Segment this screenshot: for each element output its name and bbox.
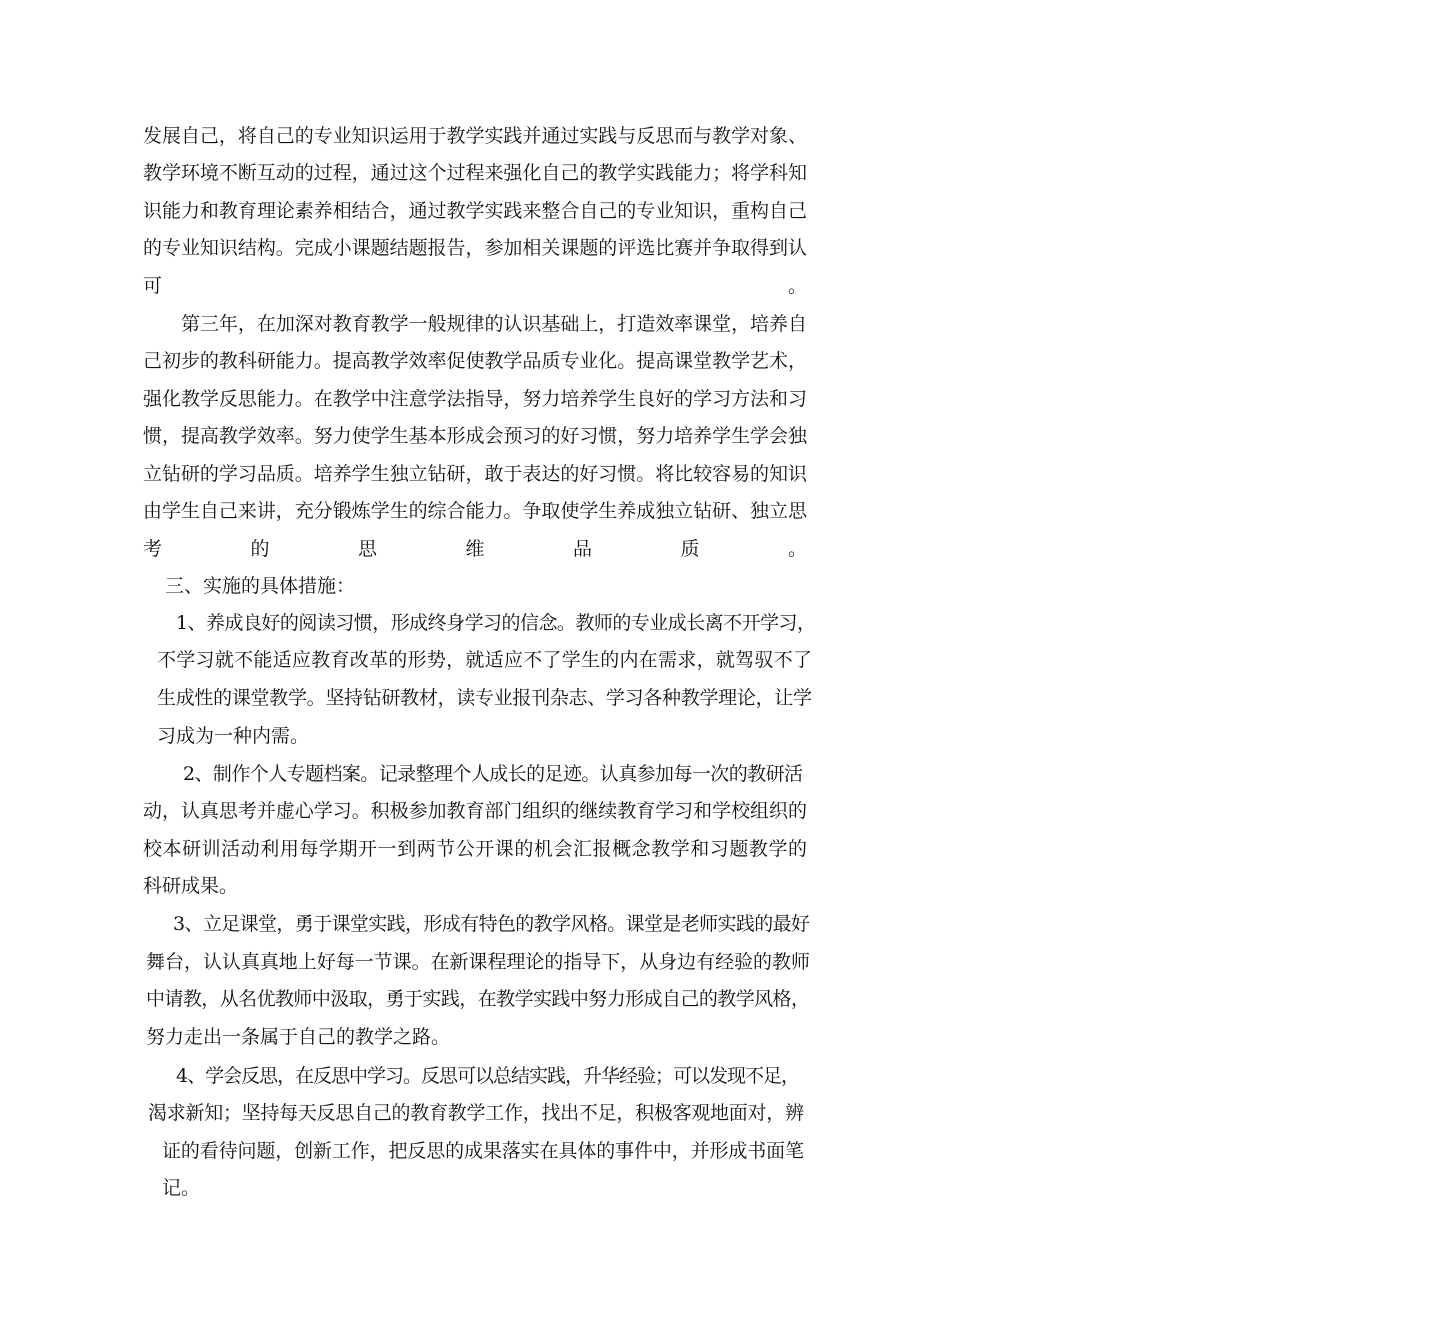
- text-line: 动，认真思考并虚心学习。积极参加教育部门组织的继续教育学习和学校组织的: [143, 800, 807, 822]
- text-line: 记。: [162, 1177, 201, 1199]
- text-line: 1、养成良好的阅读习惯，形成终身学习的信念。教师的专业成长离不开学习，: [176, 612, 816, 634]
- text-line: 强化教学反思能力。在教学中注意学法指导，努力培养学生良好的学习方法和习: [143, 388, 807, 410]
- text-line: 考的思维品质。: [143, 538, 896, 560]
- text-line: 证的看待问题，创新工作，把反思的成果落实在具体的事件中，并形成书面笔: [162, 1140, 804, 1162]
- text-line: 4、学会反思，在反思中学习。反思可以总结实践，升华经验；可以发现不足，: [176, 1065, 799, 1087]
- text-line: 可。: [143, 275, 1433, 297]
- section-heading: 三、实施的具体措施：: [165, 575, 356, 597]
- text-line: 舞台，认认真真地上好每一节课。在新课程理论的指导下，从身边有经验的教师: [146, 951, 810, 973]
- text-line: 2、制作个人专题档案。记录整理个人成长的足迹。认真参加每一次的教研活: [183, 763, 803, 785]
- text-line: 的专业知识结构。完成小课题结题报告，参加相关课题的评选比赛并争取得到认: [143, 237, 807, 259]
- text-line: 由学生自己来讲，充分锻炼学生的综合能力。争取使学生养成独立钻研、独立思: [143, 500, 807, 522]
- text-line: 立钻研的学习品质。培养学生独立钻研，敢于表达的好习惯。将比较容易的知识: [143, 463, 807, 485]
- text-line: 生成性的课堂教学。坚持钻研教材，读专业报刊杂志、学习各种教学理论，让学: [157, 687, 812, 709]
- text-line: 己初步的教科研能力。提高教学效率促使教学品质专业化。提高课堂教学艺术，: [143, 350, 807, 372]
- text-line: 识能力和教育理论素养相结合，通过教学实践来整合自己的专业知识，重构自己: [143, 200, 807, 222]
- text-line: 惯，提高教学效率。努力使学生基本形成会预习的好习惯，努力培养学生学会独: [143, 425, 807, 447]
- text-line: 教学环境不断互动的过程，通过这个过程来强化自己的教学实践能力；将学科知: [143, 162, 807, 184]
- text-line: 习成为一种内需。: [157, 725, 310, 747]
- text-line: 不学习就不能适应教育改革的形势，就适应不了学生的内在需求，就驾驭不了: [157, 649, 813, 671]
- text-line: 3、立足课堂，勇于课堂实践，形成有特色的教学风格。课堂是老师实践的最好: [173, 913, 810, 935]
- text-line: 中请教，从名优教师中汲取，勇于实践，在教学实践中努力形成自己的教学风格，: [146, 988, 810, 1010]
- text-line: 校本研训活动利用每学期开一到两节公开课的机会汇报概念教学和习题教学的: [143, 838, 808, 860]
- text-line: 发展自己，将自己的专业知识运用于教学实践并通过实践与反思而与教学对象、: [143, 125, 807, 147]
- text-line: 科研成果。: [143, 875, 239, 897]
- text-line: 努力走出一条属于自己的教学之路。: [146, 1026, 451, 1048]
- text-line: 渴求新知；坚持每天反思自己的教育教学工作，找出不足，积极客观地面对，辨: [148, 1102, 804, 1124]
- text-line: 第三年，在加深对教育教学一般规律的认识基础上，打造效率课堂，培养自: [181, 313, 807, 335]
